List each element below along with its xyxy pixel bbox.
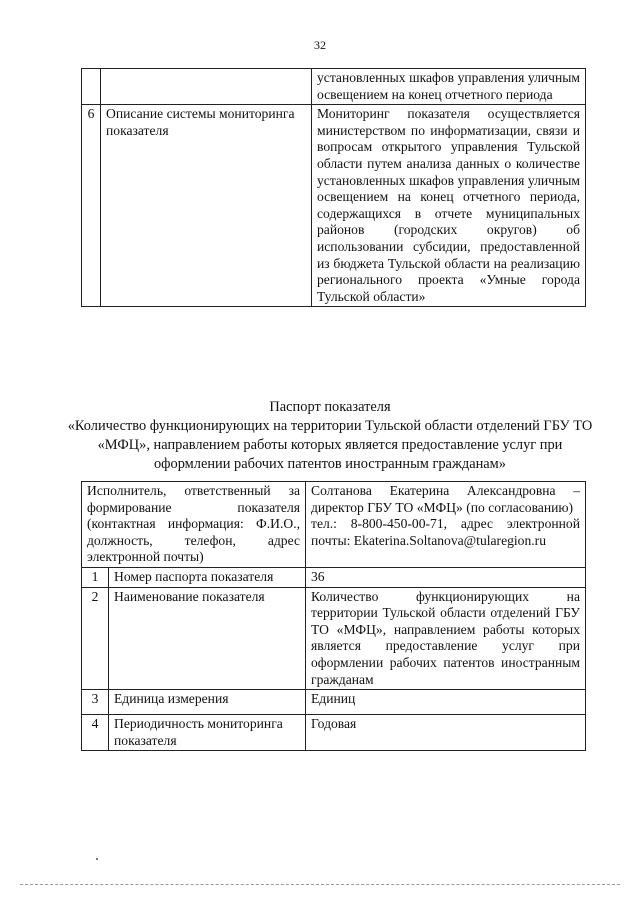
row-number-cell	[82, 69, 101, 105]
table-row	[82, 69, 586, 105]
scan-footer-line	[20, 884, 620, 886]
page-number: 32	[314, 38, 326, 52]
table-row	[82, 690, 586, 715]
row-value-cell: Годовая	[306, 715, 586, 751]
passport-table	[81, 481, 586, 751]
row-label-cell: Периодичность мониторинга показателя	[109, 715, 306, 751]
row-label-cell: Описание системы мониторинга показателя	[101, 105, 312, 307]
row-number-cell: 2	[82, 587, 109, 690]
executor-value-cell	[306, 482, 586, 568]
indicator-table-continued	[81, 68, 586, 307]
row-label-cell: Наименование показателя	[109, 587, 306, 690]
executor-name: Солтанова Екатерина Александровна – директор ГБУ ТО «МФЦ» (по согласованию)	[311, 483, 580, 515]
table-row	[82, 587, 586, 690]
row-value-cell: 36	[306, 567, 586, 587]
row-number-cell: 3	[82, 690, 109, 715]
table-header-row	[82, 482, 586, 568]
table-row	[82, 105, 586, 307]
row-value-cell: установленных шкафов управления уличным освещением на конец отчетного периода	[312, 69, 586, 105]
executor-label-cell: Исполнитель, ответственный за формирование показателя (контактная информация: Ф.И.О., должность, телефон, адрес электронной почты)	[82, 482, 306, 568]
row-label-cell: Номер паспорта показателя	[109, 567, 306, 587]
passport-heading	[60, 398, 600, 474]
row-number-cell: 6	[82, 105, 101, 307]
row-number-cell: 1	[82, 567, 109, 587]
executor-contacts: тел.: 8-800-450-00-71, адрес электронной почты: Ekaterina.Soltanova@tularegion.ru	[311, 516, 580, 548]
row-label-cell: Единица измерения	[109, 690, 306, 715]
row-value-cell: Количество функционирующих на территории Тульской области отделений ГБУ ТО «МФЦ», направлением работы которых является предоставление услуг при оформлении рабочих патентов иностранным гражданам	[306, 587, 586, 690]
row-value-cell: Единиц	[306, 690, 586, 715]
row-value-cell: Мониторинг показателя осуществляется министерством по информатизации, связи и вопросам открытого управления Тульской области путем анализа данных о количестве установленных шкафов управления уличным освещением на конец отчетного периода, содержащихся в отчете муниципальных районов (городских округов) об использовании субсидии, предоставленной из бюджета Тульской области на реализацию регионального проекта «Умные города Тульской области»	[312, 105, 586, 307]
passport-subtitle: «Количество функционирующих на территории Тульской области отделений ГБУ ТО «МФЦ», направлением работы которых является предоставление услуг при оформлении рабочих патентов иностранным гражданам»	[67, 418, 593, 472]
table-row	[82, 567, 586, 587]
table-row	[82, 715, 586, 751]
row-number-cell: 4	[82, 715, 109, 751]
scan-speck	[96, 858, 98, 860]
row-label-cell	[101, 69, 312, 105]
passport-title: Паспорт показателя	[269, 399, 391, 415]
